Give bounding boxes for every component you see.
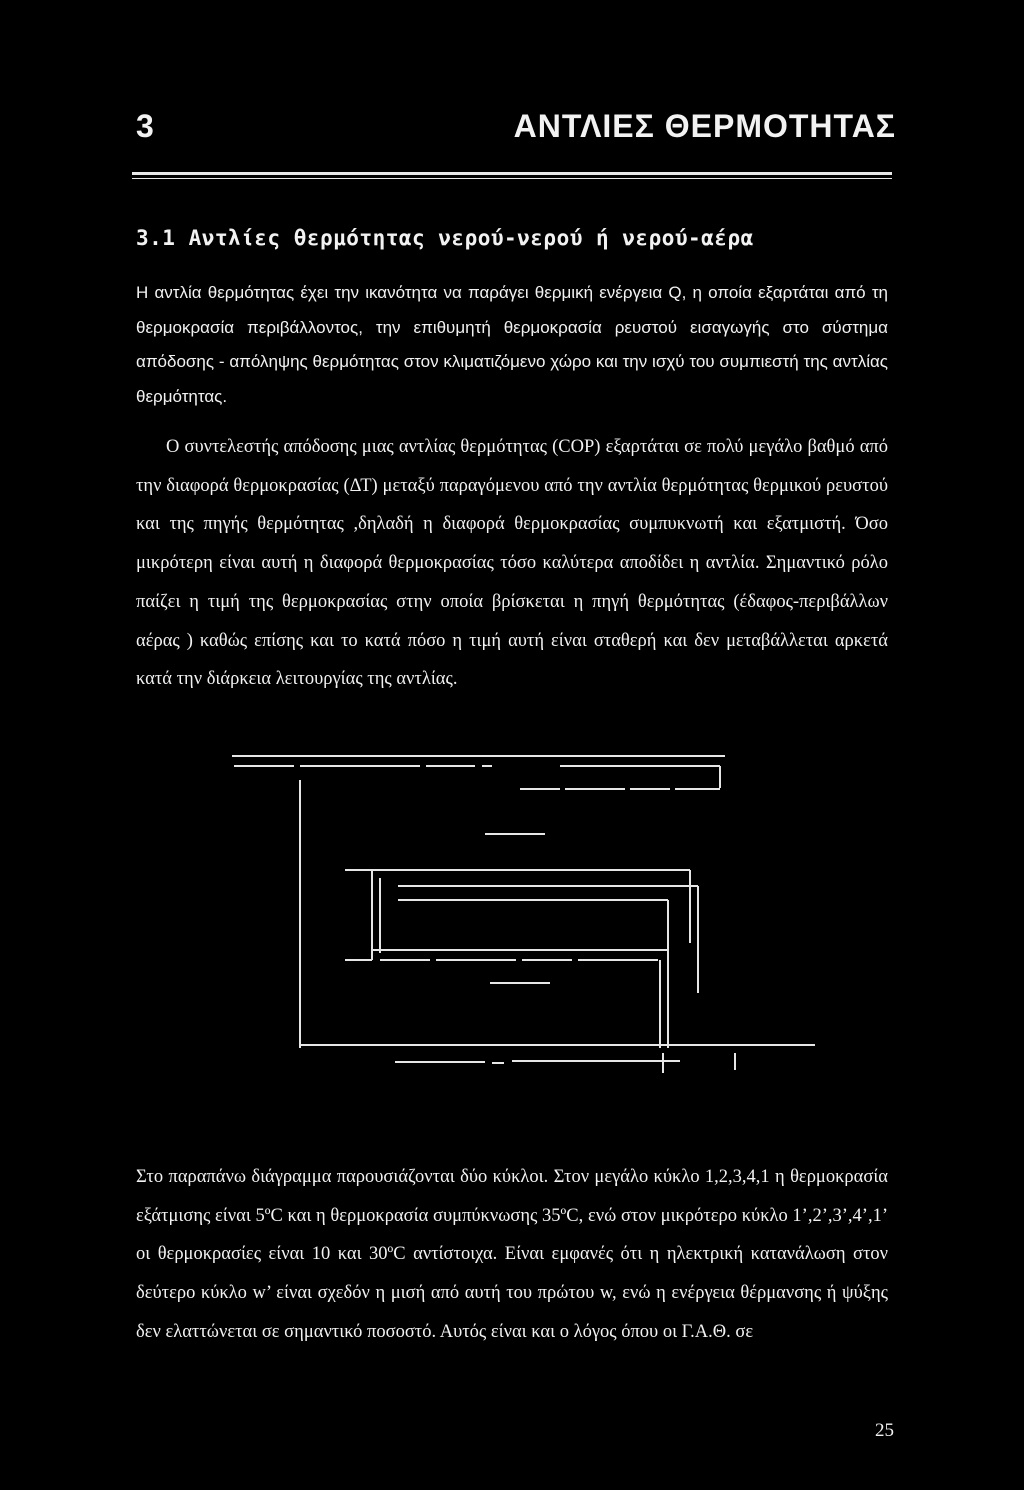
page-number: 25 — [875, 1420, 894, 1441]
heading-rule-thin — [132, 178, 892, 179]
chapter-title: ΑΝΤΛΙΕΣ ΘΕΡΜΟΤΗΤΑΣ — [513, 108, 896, 144]
paragraph-1: Η αντλία θερμότητας έχει την ικανότητα να παράγει θερμική ενέργεια Q, η οποία εξαρτάται από τη θερμοκρασία περιβάλλοντος, την επιθυμητή θερμοκρασία ρευστού εισαγωγής στο σύστημα απόδοσης - απόληψης θερμότητας στον κλιματιζόμενο χώρο και την ισχύ του συμπιεστή της αντλίας θερμότητας. — [136, 283, 888, 406]
paragraph-3: Στο παραπάνω διάγραμμα παρουσιάζονται δύο κύκλοι. Στον μεγάλο κύκλο 1,2,3,4,1 η θερμοκρασία εξάτμισης είναι 5ºC και η θερμοκρασία συμπύκνωσης 35ºC, ενώ στον μικρότερο κύκλο 1’,2’,3’,4’,1’ οι θερμοκρασίες είναι 10 και 30ºC αντίστοιχα. Είναι εμφανές ότι η ηλεκτρική κατανάλωση στον δεύτερο κύκλο w’ είναι σχεδόν η μισή από αυτή του πρώτου w, ενώ η ενέργεια θέρμανσης ή ψύξης δεν ελαττώνεται σε σημαντικό ποσοστό. Αυτός είναι και ο λόγος όπου οι Γ.Α.Θ. σε — [136, 1167, 888, 1342]
section-heading: 3.1 Αντλίες θερμότητας νερού-νερού ή νερού-αέρα — [136, 226, 754, 250]
chapter-number: 3 — [136, 108, 155, 144]
paragraph-2: Ο συντελεστής απόδοσης μιας αντλίας θερμότητας (COP) εξαρτάται σε πολύ μεγάλο βαθμό από την διαφορά θερμοκρασίας (ΔΤ) μεταξύ παραγόμενου από την αντλία θερμότητας θερμικού ρευστού και της πηγής θερμότητας ,δηλαδή η διαφορά θερμοκρασίας συμπυκνωτή και εξατμιστή. Όσο μικρότερη είναι αυτή η διαφορά θερμοκρασίας τόσο καλύτερα αποδίδει η αντλία. Σημαντικό ρόλο παίζει η τιμή της θερμοκρασίας στην οποία βρίσκεται η πηγή θερμότητας (έδαφος-περιβάλλων αέρας ) καθώς επίσης και το κατά πόσο η τιμή αυτή είναι σταθερή και δεν μεταβάλλεται αρκετά κατά την διάρκεια λειτουργίας της αντλίας. — [136, 437, 888, 690]
heading-rule-thick — [132, 172, 892, 175]
cycle-diagram — [220, 748, 830, 1083]
chapter-heading — [136, 108, 896, 158]
